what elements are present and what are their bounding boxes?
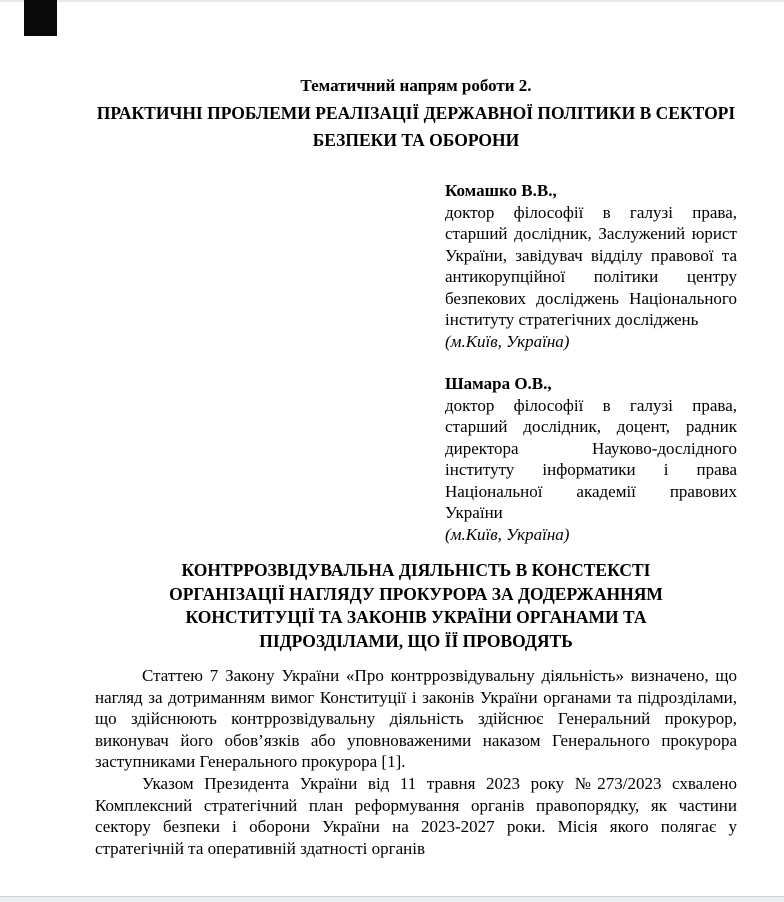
author-block-1 bbox=[445, 180, 737, 352]
page-content bbox=[95, 75, 737, 859]
author-location: (м.Київ, Україна) bbox=[445, 524, 570, 544]
author-name: Шамара О.В., bbox=[445, 374, 552, 393]
corner-mark bbox=[24, 0, 57, 36]
section-number-line: Тематичний напрям роботи 2. bbox=[300, 76, 532, 95]
author-affiliation: доктор філософії в галузі права, старший дослідник, Заслужений юрист України, завідувач відділу правової та антикорупційної політики центру безпекових досліджень Національного інституту стратегічних досліджень bbox=[445, 202, 737, 329]
author-name: Комашко В.В., bbox=[445, 181, 557, 200]
page-bottom-edge bbox=[0, 896, 784, 902]
author-affiliation: доктор філософії в галузі права, старший дослідник, доцент, радник директора Науково-дослідного інституту інформатики і права Національної академії правових України bbox=[445, 395, 737, 522]
article-title: КОНТРРОЗВІДУВАЛЬНА ДІЯЛЬНІСТЬ В КОНСТЕКСТІ ОРГАНІЗАЦІЇ НАГЛЯДУ ПРОКУРОРА ЗА ДОДЕРЖАННЯМ КОНСТИТУЦІЇ ТА ЗАКОНІВ УКРАЇНИ ОРГАНАМИ ТА ПІДРОЗДІЛАМИ, ЩО ЇЇ ПРОВОДЯТЬ bbox=[169, 560, 663, 651]
section-heading: ПРАКТИЧНІ ПРОБЛЕМИ РЕАЛІЗАЦІЇ ДЕРЖАВНОЇ ПОЛІТИКИ В СЕКТОРІ БЕЗПЕКИ ТА ОБОРОНИ bbox=[96, 103, 736, 150]
page-top-edge bbox=[0, 0, 784, 2]
author-location: (м.Київ, Україна) bbox=[445, 331, 570, 351]
body-paragraph-1: Статтею 7 Закону України «Про контррозвідувальну діяльність» визначено, що нагляд за дотриманням вимог Конституції і законів України органами та підрозділами, що здійснюють контррозвідувальну діяльність здійснює Генеральний прокурор, виконувач його обов’язків або уповноваженими наказом Генерального прокурора заступниками Генерального прокурора [1]. bbox=[95, 666, 737, 772]
body-paragraph-2: Указом Президента України від 11 травня 2023 року №273/2023 схвалено Комплексний стратегічний план реформування органів правопорядку, як частини сектору безпеки і оборони України на 2023-2027 роки. Місія якого полягає у стратегічній та оперативній здатності органів bbox=[95, 773, 737, 858]
author-block-2 bbox=[445, 373, 737, 545]
